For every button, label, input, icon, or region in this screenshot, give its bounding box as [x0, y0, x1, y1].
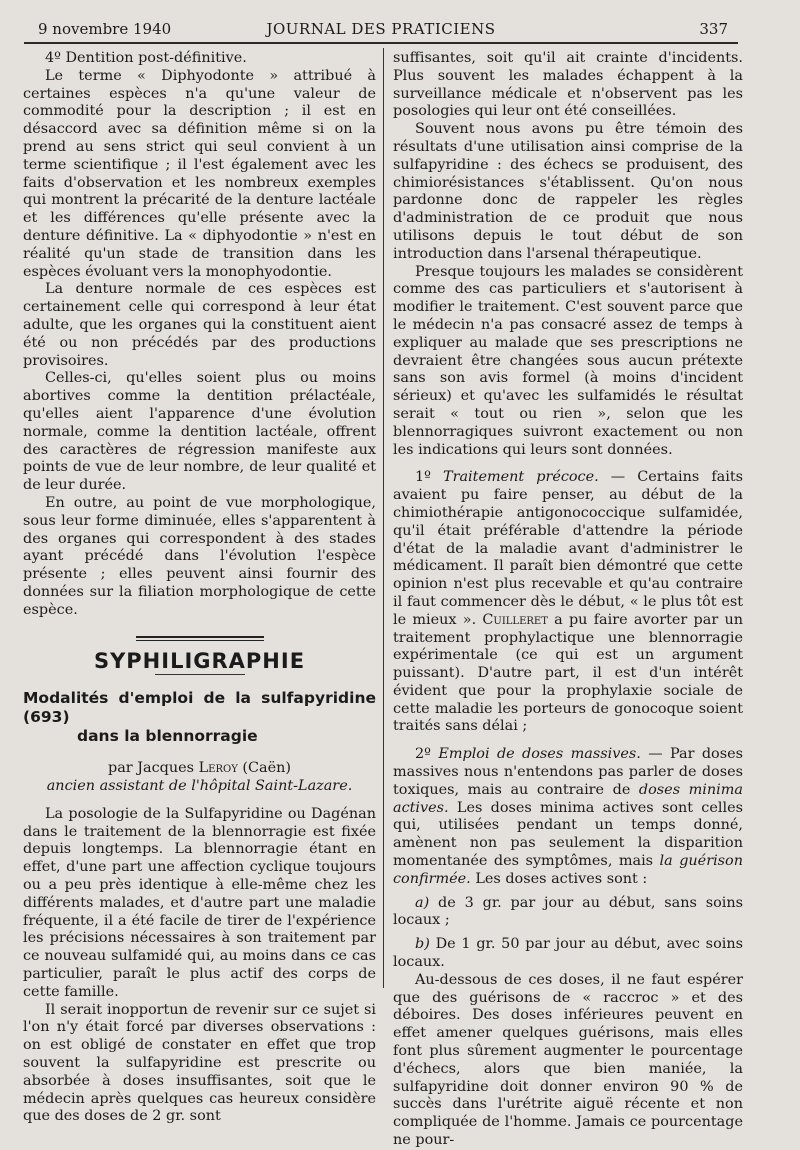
paragraph-early-treatment: [393, 469, 743, 736]
article-title-line-1: Modalités d'emploi de la sulfapyridine (693): [23, 689, 376, 727]
paragraph: Le terme « Diphyodonte » attribué à certaines espèces n'a qu'une valeur de commodité pour la description ; il est en désaccord avec sa définition même si on la prend au sens strict qui seul convient à un terme scientifique ; il l'est également avec les faits d'observation et les nombreux exemples qui montrent la précarité de la denture lactéale et les différences qu'elle présente avec la denture définitive. La « diphyodontie » n'est en réalité qu'un stade de transition dans les espèces évoluant vers la monophyodontie.: [23, 67, 376, 280]
article-title-line-2: dans la blennorragie: [77, 727, 258, 746]
author-prefix: par Jacques: [108, 760, 195, 777]
section-heading: SYPHILIGRAPHIE: [93, 648, 306, 673]
spacer: [393, 459, 743, 469]
option-text: de 3 gr. par jour au début, sans soins locaux ;: [393, 894, 744, 929]
item-emphasis: doses minima actives.: [393, 781, 743, 816]
option-label: b): [415, 936, 430, 953]
item-number: 1º: [415, 469, 431, 486]
spacer: [393, 736, 743, 746]
item-text: Les doses actives sont :: [475, 870, 648, 887]
item-text: — Par doses massives nous n'entendons pas parler de doses toxiques, mais au contraire de: [393, 746, 743, 798]
option-text: De 1 gr. 50 par jour au début, avec soins locaux.: [393, 936, 743, 971]
article-title: [23, 689, 376, 746]
section-separator: [136, 636, 264, 641]
item-title: Emploi de doses massives.: [438, 746, 641, 763]
left-column: [23, 50, 376, 1126]
page-header: [24, 14, 738, 44]
column-divider: [383, 48, 384, 988]
paragraph: suffisantes, soit qu'il ait crainte d'incidents. Plus souvent les malades échappent à la surveillance médicale et n'observent pas les posologies qui leur ont été conseillées.: [393, 50, 743, 120]
item-text: — Certains faits avaient pu faire penser, au début de la chimiothérapie antigonococcique sulfamidée, qu'il était préférable d'attendre la période d'état de la maladie avant d'administrer le médicament. Il paraît bien démontré que cette opinion n'est plus recevable et qu'au contraire il faut commencer dès le début, « le plus tôt est le mieux ».: [393, 469, 743, 628]
paragraph: La denture normale de ces espèces est certainement celle qui correspond à leur état adulte, que les organes qui la constituent aient été ou non précédés par des productions provisoires.: [23, 281, 376, 369]
author-location: (Caën): [242, 760, 291, 777]
item-title: Traitement précoce.: [443, 469, 599, 486]
item-text: a pu faire avorter par un traitement prophylactique une blennorragie expérimentale (ce qui est un argument puissant). D'autre part, il est d'un intérêt évident que pour la prophylaxie sociale de cette maladie les porteurs de gonocoque soient traités sans délai ;: [393, 611, 743, 735]
paragraph: En outre, au point de vue morphologique, sous leur forme diminuée, elles s'apparentent à des organes qui correspondent à des stades ayant précédé dans l'évolution l'espèce présente ; elles peuvent ainsi fournir des données sur la filiation morphologique de cette espèce.: [23, 494, 376, 618]
paragraph: Souvent nous avons pu être témoin des résultats d'une utilisation ainsi comprise de la sulfapyridine : des échecs se produisent, des chimiorésistances s'établissent. Qu'on nous pardonne donc de rappeler les règles d'administration de ce produit que nous utilisons depuis le tout début de son introduction dans l'arsenal thérapeutique.: [393, 121, 743, 262]
item-emphasis: la guérison confirmée.: [393, 853, 743, 887]
author-name: Leroy: [198, 760, 238, 777]
option-label: a): [415, 894, 430, 911]
item-text: Les doses minima actives sont celles qui, utilisées pendant un temps donné, amènent non pas seulement la disparition momentanée des symptômes, mais: [393, 799, 743, 870]
paragraph-dentition: 4º Dentition post-définitive.: [45, 50, 247, 66]
paragraph: Presque toujours les malades se considèrent comme des cas particuliers et s'autorisent à modifier le traitement. C'est souvent parce que le médecin n'a pas consacré assez de temps à expliquer au malade que ses prescriptions ne devraient être changées sous aucun prétexte sans son avis formel (à moins d'incident sérieux) et qu'avec les sulfamidés le résultat serait « tout ou rien », selon que les blennorragiques suivront exactement ou non les indications qui leurs sont données.: [393, 263, 743, 458]
paragraph: La posologie de la Sulfapyridine ou Dagénan dans le traitement de la blennorragie est fixée depuis longtemps. La blennorragie étant en effet, d'une part une affection cyclique toujours ou a peu près identique à elle-même chez les différents malades, et d'autre part une maladie fréquente, il a été facile de tirer de l'expérience les précisions nécessaires à son traitement par ce nouveau sulfamidé qui, au moins dans ce cas particulier, paraît le plus actif des corps de cette famille.: [23, 805, 376, 1000]
item-number: 2º: [415, 746, 431, 763]
page-number: 337: [699, 20, 728, 38]
issue-date: 9 novembre 1940: [38, 20, 172, 38]
journal-title: JOURNAL DES PRATICIENS: [266, 20, 496, 38]
author-affiliation: ancien assistant de l'hôpital Saint-Lazare.: [46, 778, 353, 795]
dose-option-a: [393, 895, 743, 931]
author-line: [23, 760, 376, 778]
paragraph: Celles-ci, qu'elles soient plus ou moins abortives comme la dentition prélactéale, qu'elles aient l'apparence d'une évolution normale, comme la dentition lactéale, offrent des caractères de régression manifeste aux points de vue de leur nombre, de leur qualité et de leur durée.: [23, 370, 376, 494]
cited-author: Cuilleret: [482, 611, 548, 628]
section-rule: [155, 674, 245, 675]
paragraph: Au-dessous de ces doses, il ne faut espérer que des guérisons de « raccroc » et des déboires. Des doses inférieures peuvent en effet amener quelques guérisons, mais elles font plus sûrement augmenter le pourcentage d'échecs, alors que bien maniée, la sulfapyridine doit donner environ 90 % de succès dans l'urétrite aiguë récente et non compliquée de l'homme. Jamais ce pourcentage ne pour-: [393, 971, 743, 1149]
paragraph: Il serait inopportun de revenir sur ce sujet si l'on n'y était forcé par diverses observations : on est obligé de constater en effet que trop souvent la sulfapyridine est prescrite ou absorbée à doses insuffisantes, soit que le médecin après quelques cas heureux considère que des doses de 2 gr. sont: [23, 1001, 376, 1125]
dose-option-b: [393, 936, 743, 972]
right-column: [393, 50, 743, 1150]
paragraph-massive-doses: [393, 746, 743, 888]
